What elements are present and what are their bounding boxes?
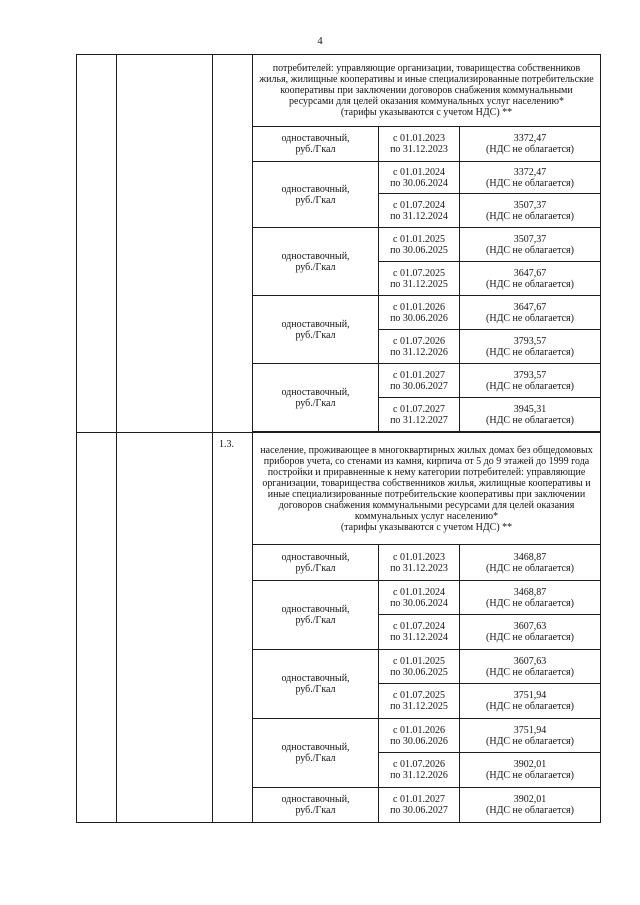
period-cell <box>379 364 460 398</box>
vat-note: (НДС не облагается) <box>486 244 574 256</box>
tariff-unit-cell <box>253 296 379 364</box>
tariff-value-cell <box>460 296 601 330</box>
vat-note: (НДС не облагается) <box>486 278 574 290</box>
tariff-unit-cell <box>253 364 379 432</box>
period-cell <box>379 262 460 296</box>
tariff-value-cell <box>460 228 601 262</box>
section-description-text: население, проживающее в многоквартирных жилых домах без общедомовых приборов учета, со стенами из камня, кирпича от 5 до 9 этажей до 1999 года постройки и приравненные к нему категории потребителей: управляющие организации, товарищества собственников жилья, жилищные кооперативы и иные специализированные потребительские кооперативы при заключении договоров снабжения коммунальными ресурсами для целей оказания коммунальных услуг населению* <box>260 444 593 522</box>
period-from: с 01.01.2023 <box>393 133 445 144</box>
tariff-value-cell <box>460 719 601 753</box>
tariff-unit-line1: одноставочный, <box>281 183 350 195</box>
tariff-value: 3372,47 <box>513 133 547 144</box>
blank-column-2 <box>117 433 213 823</box>
tariff-value-cell <box>460 753 601 788</box>
tariff-table <box>76 54 601 823</box>
tariff-value-cell <box>460 581 601 615</box>
period-cell <box>379 581 460 615</box>
period-cell <box>379 719 460 753</box>
tariff-value-cell <box>460 545 601 581</box>
vat-note: (НДС не облагается) <box>486 597 574 609</box>
period-to: по 30.06.2026 <box>390 735 448 747</box>
tariff-value: 3468,87 <box>513 586 547 598</box>
tariff-value: 3607,63 <box>513 621 547 632</box>
section-description <box>253 55 601 127</box>
tariff-value: 3647,67 <box>513 267 547 279</box>
table-row <box>77 55 601 127</box>
period-to: по 31.12.2023 <box>390 144 448 155</box>
tariff-unit-cell <box>253 650 379 719</box>
tariff-value: 3793,57 <box>513 335 547 347</box>
page-number: 4 <box>317 36 323 47</box>
tariff-unit-line2: руб./Гкал <box>295 144 336 155</box>
period-to: по 30.06.2025 <box>390 244 448 256</box>
tariff-value-cell <box>460 398 601 432</box>
tariff-value: 3507,37 <box>513 199 547 211</box>
tariff-value: 3607,63 <box>513 655 547 667</box>
tariff-unit-line2: руб./Гкал <box>295 562 336 574</box>
tariff-value: 3945,31 <box>513 403 547 415</box>
tariff-unit-line1: одноставочный, <box>281 250 350 262</box>
vat-note: (НДС не облагается) <box>486 312 574 324</box>
tariff-unit-line1: одноставочный, <box>281 551 350 563</box>
tariff-unit-line2: руб./Гкал <box>295 261 336 273</box>
blank-column-1 <box>77 55 117 433</box>
period-from: с 01.01.2024 <box>393 166 445 178</box>
period-from: с 01.01.2027 <box>393 794 445 805</box>
period-from: с 01.01.2024 <box>393 586 445 598</box>
vat-note: (НДС не облагается) <box>486 414 574 426</box>
tariff-value-cell <box>460 194 601 228</box>
period-to: по 31.12.2027 <box>390 414 448 426</box>
blank-column-3 <box>213 55 253 433</box>
period-to: по 30.06.2027 <box>390 380 448 392</box>
vat-note: (НДС не облагается) <box>486 177 574 189</box>
period-to: по 30.06.2027 <box>390 805 448 816</box>
period-from: с 01.07.2026 <box>393 759 445 770</box>
tariff-note: (тарифы указываются с учетом НДС) ** <box>340 107 513 118</box>
vat-note: (НДС не облагается) <box>486 666 574 678</box>
period-cell <box>379 684 460 719</box>
tariff-unit-cell <box>253 788 379 823</box>
tariff-value-cell <box>460 788 601 823</box>
period-to: по 31.12.2025 <box>390 278 448 290</box>
period-to: по 30.06.2025 <box>390 666 448 678</box>
period-to: по 31.12.2024 <box>390 632 448 643</box>
period-from: с 01.01.2023 <box>393 551 445 563</box>
period-cell <box>379 650 460 684</box>
period-from: с 01.01.2025 <box>393 655 445 667</box>
tariff-unit-line2: руб./Гкал <box>295 329 336 341</box>
tariff-unit-cell <box>253 719 379 788</box>
tariff-unit-line2: руб./Гкал <box>295 194 336 206</box>
period-cell <box>379 127 460 162</box>
period-from: с 01.07.2026 <box>393 335 445 347</box>
tariff-unit-cell <box>253 228 379 296</box>
period-cell <box>379 615 460 650</box>
tariff-unit-line1: одноставочный, <box>281 604 350 615</box>
period-to: по 31.12.2024 <box>390 210 448 222</box>
tariff-value-cell <box>460 330 601 364</box>
section-number: 1.3. <box>213 433 253 823</box>
table-row <box>77 433 601 545</box>
tariff-unit-line1: одноставочный, <box>281 673 350 684</box>
tariff-value-cell <box>460 127 601 162</box>
vat-note: (НДС не облагается) <box>486 632 574 643</box>
period-to: по 30.06.2026 <box>390 312 448 324</box>
period-from: с 01.01.2026 <box>393 724 445 736</box>
section-description-text: потребителей: управляющие организации, товарищества собственников жилья, жилищные кооперативы и иные специализированные потребительские кооперативы при заключении договоров снабжения коммунальными ресурсами для целей оказания коммунальных услуг населению* <box>259 63 594 107</box>
blank-column-1 <box>77 433 117 823</box>
tariff-value: 3372,47 <box>513 166 547 178</box>
blank-column-2 <box>117 55 213 433</box>
tariff-unit-line1: одноставочный, <box>281 133 350 144</box>
tariff-value: 3468,87 <box>513 551 547 563</box>
tariff-unit-line2: руб./Гкал <box>295 684 336 695</box>
tariff-unit-line2: руб./Гкал <box>295 397 336 409</box>
period-from: с 01.07.2027 <box>393 403 445 415</box>
period-cell <box>379 753 460 788</box>
tariff-value-cell <box>460 684 601 719</box>
tariff-value: 3902,01 <box>513 759 547 770</box>
period-cell <box>379 788 460 823</box>
tariff-value-cell <box>460 650 601 684</box>
period-to: по 30.06.2024 <box>390 597 448 609</box>
tariff-value-cell <box>460 364 601 398</box>
tariff-value: 3507,37 <box>513 233 547 245</box>
period-from: с 01.01.2026 <box>393 301 445 313</box>
tariff-value: 3793,57 <box>513 369 547 381</box>
tariff-unit-line2: руб./Гкал <box>295 805 336 816</box>
tariff-value-cell <box>460 262 601 296</box>
tariff-unit-line1: одноставочный, <box>281 386 350 398</box>
vat-note: (НДС не облагается) <box>486 380 574 392</box>
section-description <box>253 433 601 545</box>
tariff-unit-line1: одноставочный, <box>281 794 350 805</box>
period-to: по 31.12.2026 <box>390 346 448 358</box>
period-from: с 01.07.2025 <box>393 267 445 279</box>
vat-note: (НДС не облагается) <box>486 144 574 155</box>
vat-note: (НДС не облагается) <box>486 210 574 222</box>
vat-note: (НДС не облагается) <box>486 562 574 574</box>
tariff-unit-line1: одноставочный, <box>281 742 350 753</box>
vat-note: (НДС не облагается) <box>486 701 574 712</box>
period-to: по 31.12.2023 <box>390 562 448 574</box>
tariff-value: 3751,94 <box>513 724 547 736</box>
tariff-unit-line2: руб./Гкал <box>295 615 336 626</box>
period-from: с 01.01.2025 <box>393 233 445 245</box>
period-cell <box>379 228 460 262</box>
tariff-unit-cell <box>253 581 379 650</box>
period-from: с 01.07.2025 <box>393 690 445 701</box>
tariff-note: (тарифы указываются с учетом НДС) ** <box>340 521 513 533</box>
period-to: по 31.12.2026 <box>390 770 448 781</box>
period-to: по 30.06.2024 <box>390 177 448 189</box>
period-from: с 01.07.2024 <box>393 621 445 632</box>
tariff-value: 3751,94 <box>513 690 547 701</box>
period-cell <box>379 194 460 228</box>
tariff-value: 3647,67 <box>513 301 547 313</box>
period-cell <box>379 398 460 432</box>
tariff-value-cell <box>460 162 601 194</box>
period-to: по 31.12.2025 <box>390 701 448 712</box>
tariff-value-cell <box>460 615 601 650</box>
vat-note: (НДС не облагается) <box>486 770 574 781</box>
tariff-unit-cell <box>253 162 379 228</box>
vat-note: (НДС не облагается) <box>486 805 574 816</box>
period-from: с 01.07.2024 <box>393 199 445 211</box>
tariff-unit-cell <box>253 545 379 581</box>
period-from: с 01.01.2027 <box>393 369 445 381</box>
tariff-unit-line1: одноставочный, <box>281 318 350 330</box>
tariff-unit-line2: руб./Гкал <box>295 753 336 764</box>
vat-note: (НДС не облагается) <box>486 735 574 747</box>
vat-note: (НДС не облагается) <box>486 346 574 358</box>
period-cell <box>379 545 460 581</box>
period-cell <box>379 296 460 330</box>
tariff-unit-cell <box>253 127 379 162</box>
period-cell <box>379 330 460 364</box>
period-cell <box>379 162 460 194</box>
tariff-value: 3902,01 <box>513 794 547 805</box>
